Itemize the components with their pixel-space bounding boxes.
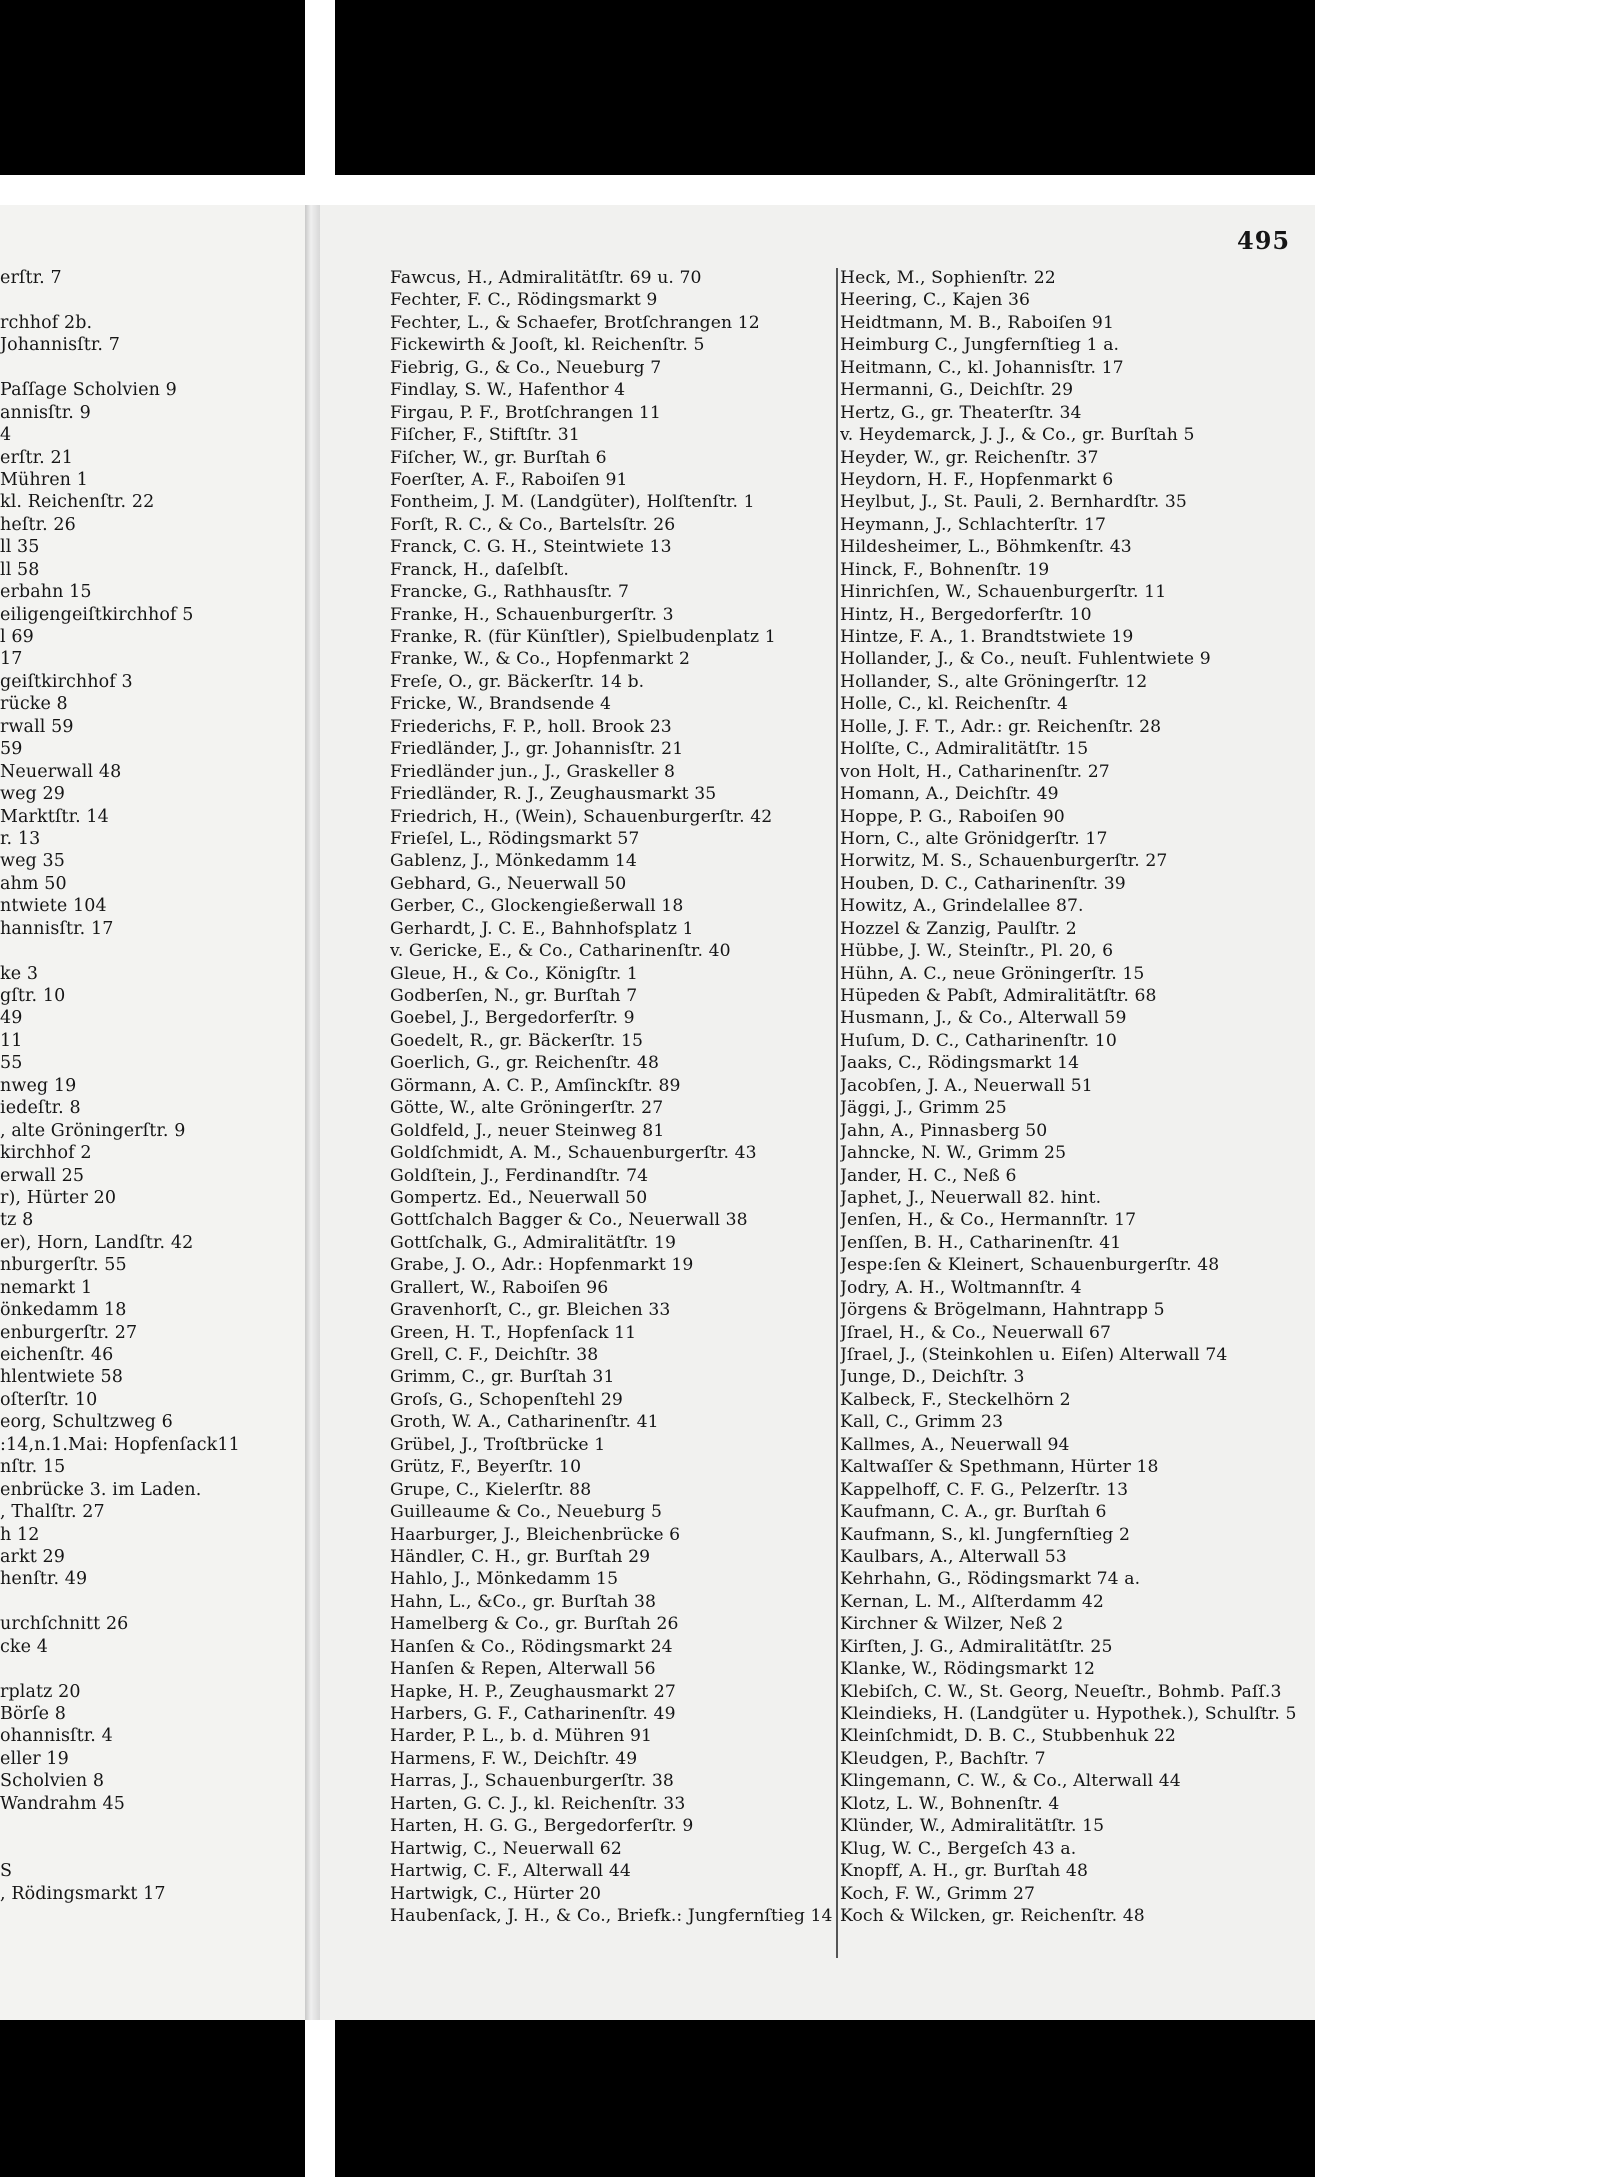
directory-entry: enbrücke 3. im Laden. <box>0 1479 202 1500</box>
directory-entry: Kleinſchmidt, D. B. C., Stubbenhuk 22 <box>840 1726 1176 1747</box>
directory-entry: nſtr. 15 <box>0 1457 66 1478</box>
directory-entry: Kappelhoff, C. F. G., Pelzerſtr. 13 <box>840 1479 1129 1500</box>
directory-entry: Homann, A., Deichſtr. 49 <box>840 784 1059 805</box>
directory-entry: Horn, C., alte Grönidgerſtr. 17 <box>840 828 1108 849</box>
directory-entry: nemarkt 1 <box>0 1277 93 1298</box>
directory-entry: hlentwiete 58 <box>0 1367 123 1388</box>
directory-entry: Heering, C., Kajen 36 <box>840 290 1031 311</box>
directory-entry: Forſt, R. C., & Co., Bartelsſtr. 26 <box>390 514 676 535</box>
directory-entry <box>0 1838 300 1860</box>
directory-entry: rplatz 20 <box>0 1681 81 1702</box>
directory-entry: Findlay, S. W., Hafenthor 4 <box>390 380 626 401</box>
book-gutter <box>305 205 320 2020</box>
directory-entry: Kirſten, J. G., Admiralitätſtr. 25 <box>840 1636 1113 1657</box>
directory-entry: Neuerwall 48 <box>0 761 122 782</box>
directory-entry: Howitz, A., Grindelallee 87. <box>840 896 1084 917</box>
directory-entry: Fricke, W., Brandsende 4 <box>390 694 612 715</box>
directory-entry: Goldſtein, J., Ferdinandſtr. 74 <box>390 1165 649 1186</box>
directory-entry: arkt 29 <box>0 1546 65 1567</box>
directory-entry: iedeſtr. 8 <box>0 1098 81 1119</box>
directory-entry: Fiſcher, F., Stiftſtr. 31 <box>390 425 580 446</box>
directory-entry: Franck, H., daſelbſt. <box>390 559 569 580</box>
directory-entry: weg 29 <box>0 784 65 805</box>
directory-entry: ahm 50 <box>0 873 67 894</box>
directory-entry: rwall 59 <box>0 716 74 737</box>
directory-entry: enburgerſtr. 27 <box>0 1322 138 1343</box>
directory-entry: Heydorn, H. F., Hopfenmarkt 6 <box>840 469 1114 490</box>
directory-entry: Goebel, J., Bergedorferſtr. 9 <box>390 1008 635 1029</box>
directory-entry: Grell, C. F., Deichſtr. 38 <box>390 1345 599 1365</box>
directory-entry: Jſrael, H., & Co., Neuerwall 67 <box>840 1322 1112 1343</box>
directory-entry: Klanke, W., Rödingsmarkt 12 <box>840 1659 1096 1680</box>
left-page-column <box>0 267 300 1905</box>
directory-entry: Hollander, S., alte Gröningerſtr. 12 <box>840 671 1148 692</box>
directory-entry: v. Heydemarck, J. J., & Co., gr. Burſtah 5 <box>840 425 1195 446</box>
directory-entry: Kaulbars, A., Alterwall 53 <box>840 1546 1067 1567</box>
directory-entry: Gerber, C., Glockengießerwall 18 <box>390 896 684 917</box>
directory-entry: Koch & Wilcken, gr. Reichenſtr. 48 <box>840 1905 1145 1926</box>
directory-entry: 59 <box>0 739 23 760</box>
directory-entry: ntwiete 104 <box>0 896 107 917</box>
directory-entry: Friedländer jun., J., Graskeller 8 <box>390 761 676 782</box>
directory-entry: oſterſtr. 10 <box>0 1389 98 1410</box>
directory-entry: urchſchnitt 26 <box>0 1614 129 1635</box>
directory-entry: heſtr. 26 <box>0 514 76 535</box>
directory-entry: Wandrahm 45 <box>0 1793 125 1814</box>
directory-entry: Jenſſen, B. H., Catharinenſtr. 41 <box>840 1232 1122 1253</box>
directory-entry: Foerſter, A. F., Raboiſen 91 <box>390 469 628 490</box>
directory-entry: Hertz, G., gr. Theaterſtr. 34 <box>840 402 1082 423</box>
directory-entry: Houben, D. C., Catharinenſtr. 39 <box>840 873 1126 894</box>
directory-entry: Heyder, W., gr. Reichenſtr. 37 <box>840 447 1099 468</box>
directory-entry: Kall, C., Grimm 23 <box>840 1412 1004 1433</box>
directory-entry: Horwitz, M. S., Schauenburgerſtr. 27 <box>840 851 1168 872</box>
directory-entry: r. 13 <box>0 828 41 849</box>
directory-entry: Harbers, G. F., Catharinenſtr. 49 <box>390 1704 676 1724</box>
directory-entry: Grimm, C., gr. Burſtah 31 <box>390 1367 615 1388</box>
directory-entry: Fontheim, J. M. (Landgüter), Holſtenſtr. 1 <box>390 492 755 513</box>
directory-entry: annisſtr. 9 <box>0 402 91 423</box>
directory-entry: erſtr. 21 <box>0 447 73 468</box>
directory-entry: 11 <box>0 1030 23 1051</box>
directory-entry: Haarburger, J., Bleichenbrücke 6 <box>390 1524 681 1545</box>
directory-entry: Groſs, G., Schopenſtehl 29 <box>390 1389 623 1410</box>
directory-entry: Hintze, F. A., 1. Brandtstwiete 19 <box>840 627 1134 647</box>
directory-entry: ll 35 <box>0 537 40 558</box>
directory-entry: Jespe:ſen & Kleinert, Schauenburgerſtr. 48 <box>840 1255 1220 1276</box>
directory-entry: Grübel, J., Troſtbrücke 1 <box>390 1434 606 1455</box>
directory-entry: Kleudgen, P., Bachſtr. 7 <box>840 1748 1046 1769</box>
directory-entry: Gottſchalk, G., Admiralitätſtr. 19 <box>390 1232 677 1253</box>
directory-entry: Hahlo, J., Mönkedamm 15 <box>390 1569 619 1590</box>
directory-entry: Hinrichſen, W., Schauenburgerſtr. 11 <box>840 582 1167 603</box>
directory-entry: Heymann, J., Schlachterſtr. 17 <box>840 514 1107 535</box>
directory-entry: Holle, C., kl. Reichenſtr. 4 <box>840 694 1068 715</box>
directory-entry: eorg, Schultzweg 6 <box>0 1412 173 1433</box>
directory-entry: Franck, C. G. H., Steintwiete 13 <box>390 537 672 558</box>
directory-entry: Heck, M., Sophienſtr. 22 <box>840 268 1056 288</box>
directory-entry: Görmann, A. C. P., Amſinckſtr. 89 <box>390 1075 681 1096</box>
directory-entry <box>0 289 300 311</box>
directory-entry: Grallert, W., Raboiſen 96 <box>390 1277 609 1298</box>
directory-entry: cke 4 <box>0 1636 48 1657</box>
directory-entry: Franke, H., Schauenburgerſtr. 3 <box>390 604 674 625</box>
directory-entry: Fawcus, H., Admiralitätſtr. 69 u. 70 <box>390 268 702 288</box>
directory-entry: Hapke, H. P., Zeughausmarkt 27 <box>390 1681 676 1702</box>
directory-entry: Jacobſen, J. A., Neuerwall 51 <box>840 1075 1093 1096</box>
directory-entry: Friedrich, H., (Wein), Schauenburgerſtr. 42 <box>390 806 773 827</box>
directory-entry: Harten, H. G. G., Bergedorferſtr. 9 <box>390 1816 694 1837</box>
directory-entry: nburgerſtr. 55 <box>0 1255 127 1276</box>
page-number: 495 <box>1237 226 1291 255</box>
directory-entry: 17 <box>0 649 23 670</box>
directory-entry: Holſte, C., Admiralitätſtr. 15 <box>840 739 1089 760</box>
directory-entry: Fechter, L., & Schaefer, Brotſchrangen 12 <box>390 312 760 333</box>
directory-entry: Klotz, L. W., Bohnenſtr. 4 <box>840 1793 1060 1814</box>
directory-entry: Gerhardt, J. C. E., Bahnhofsplatz 1 <box>390 918 694 939</box>
directory-entry: Hanſen & Co., Rödingsmarkt 24 <box>390 1636 673 1657</box>
directory-entry: Hartwig, C., Neuerwall 62 <box>390 1838 622 1859</box>
directory-entry: Hahn, L., &Co., gr. Burſtah 38 <box>390 1591 657 1612</box>
directory-entry: Harmens, F. W., Deichſtr. 49 <box>390 1748 638 1769</box>
directory-entry: Green, H. T., Hopfenſack 11 <box>390 1322 637 1343</box>
directory-entry: Hartwigk, C., Hürter 20 <box>390 1883 602 1904</box>
directory-entry: Frieſel, L., Rödingsmarkt 57 <box>390 828 640 849</box>
directory-entry: Götte, W., alte Gröningerſtr. 27 <box>390 1098 664 1119</box>
directory-entry: Marktſtr. 14 <box>0 806 109 827</box>
directory-entry: Goldfeld, J., neuer Steinweg 81 <box>390 1120 665 1141</box>
directory-entry: Hamelberg & Co., gr. Burſtah 26 <box>390 1614 679 1635</box>
directory-entry: Börſe 8 <box>0 1704 66 1724</box>
directory-entry <box>0 1815 300 1837</box>
directory-entry: v. Gericke, E., & Co., Catharinenſtr. 40 <box>390 941 731 962</box>
directory-entry: Huſum, D. C., Catharinenſtr. 10 <box>840 1030 1117 1051</box>
directory-entry: rchhof 2b. <box>0 312 93 333</box>
directory-entry: Hartwig, C. F., Alterwall 44 <box>390 1861 631 1882</box>
directory-entry: Junge, D., Deichſtr. 3 <box>840 1367 1025 1388</box>
directory-entry: Jodry, A. H., Woltmannſtr. 4 <box>840 1277 1082 1298</box>
directory-entry: weg 35 <box>0 851 65 872</box>
directory-entry: eller 19 <box>0 1748 69 1769</box>
directory-entry: Klebiſch, C. W., St. Georg, Neueſtr., Bohmb. Paſſ.3 <box>840 1681 1282 1702</box>
directory-entry: , alte Gröningerſtr. 9 <box>0 1120 186 1141</box>
directory-entry: Harten, G. C. J., kl. Reichenſtr. 33 <box>390 1793 686 1814</box>
directory-entry: Gompertz. Ed., Neuerwall 50 <box>390 1187 648 1208</box>
directory-entry: kirchhof 2 <box>0 1143 92 1164</box>
directory-entry: Firgau, P. F., Brotſchrangen 11 <box>390 402 661 423</box>
directory-entry <box>0 940 300 962</box>
directory-entry: Franke, R. (für Künſtler), Spielbudenplatz 1 <box>390 627 776 647</box>
directory-entry: Kalbeck, F., Steckelhörn 2 <box>840 1389 1071 1410</box>
directory-entry: Hüpeden & Pabſt, Admiralitätſtr. 68 <box>840 986 1157 1006</box>
directory-entry: Grupe, C., Kielerſtr. 88 <box>390 1479 592 1500</box>
directory-entry: Harras, J., Schauenburgerſtr. 38 <box>390 1771 674 1792</box>
directory-entry: eiligengeiſtkirchhof 5 <box>0 604 194 625</box>
directory-entry: Heidtmann, M. B., Raboiſen 91 <box>840 312 1114 333</box>
directory-entry: Kehrhahn, G., Rödingsmarkt 74 a. <box>840 1569 1141 1590</box>
directory-entry: Hinck, F., Bohnenſtr. 19 <box>840 559 1050 580</box>
directory-entry: 55 <box>0 1053 23 1074</box>
directory-entry: Jörgens & Brögelmann, Hahntrapp 5 <box>840 1300 1165 1321</box>
directory-entry: , Thalſtr. 27 <box>0 1502 105 1523</box>
directory-entry: Goldſchmidt, A. M., Schauenburgerſtr. 43 <box>390 1143 757 1164</box>
scan-margin-right-bottom <box>1315 2000 1600 2177</box>
directory-entry: Groth, W. A., Catharinenſtr. 41 <box>390 1412 659 1433</box>
directory-entry: Japhet, J., Neuerwall 82. hint. <box>840 1187 1102 1208</box>
directory-entry: Mühren 1 <box>0 469 88 490</box>
directory-entry: Hübbe, J. W., Steinſtr., Pl. 20, 6 <box>840 941 1114 962</box>
directory-entry: tz 8 <box>0 1210 34 1231</box>
directory-entry: Franke, W., & Co., Hopfenmarkt 2 <box>390 649 690 670</box>
directory-entry: Hozzel & Zanzig, Paulſtr. 2 <box>840 918 1077 939</box>
directory-entry: Jahncke, N. W., Grimm 25 <box>840 1143 1067 1164</box>
directory-entry: önkedamm 18 <box>0 1300 127 1321</box>
directory-entry: ke 3 <box>0 963 39 984</box>
directory-entry: Fiebrig, G., & Co., Neueburg 7 <box>390 357 662 378</box>
directory-entry: , Rödingsmarkt 17 <box>0 1883 166 1904</box>
directory-entry: Gravenhorſt, C., gr. Bleichen 33 <box>390 1300 671 1321</box>
directory-entry: Jander, H. C., Neß 6 <box>840 1165 1017 1186</box>
directory-entry: Hildesheimer, L., Böhmkenſtr. 43 <box>840 537 1132 558</box>
scan-margin-gap-top <box>305 0 335 175</box>
directory-entry: Knopff, A. H., gr. Burſtah 48 <box>840 1861 1089 1882</box>
directory-entry: Johannisſtr. 7 <box>0 335 120 356</box>
directory-entry: Kaltwaſſer & Spethmann, Hürter 18 <box>840 1457 1159 1478</box>
directory-entry: Godberſen, N., gr. Burſtah 7 <box>390 986 638 1006</box>
directory-entry: Goerlich, G., gr. Reichenſtr. 48 <box>390 1053 659 1074</box>
directory-entry: Kernan, L. M., Alſterdamm 42 <box>840 1591 1104 1612</box>
directory-entry: Grütz, F., Beyerſtr. 10 <box>390 1457 582 1478</box>
directory-entry: hannisſtr. 17 <box>0 918 114 939</box>
directory-entry: Klingemann, C. W., & Co., Alterwall 44 <box>840 1771 1181 1792</box>
directory-entry: Friedländer, R. J., Zeughausmarkt 35 <box>390 784 717 805</box>
directory-entry: Francke, G., Rathhausſtr. 7 <box>390 582 630 603</box>
directory-entry: erſtr. 7 <box>0 268 62 288</box>
directory-entry: Heylbut, J., St. Pauli, 2. Bernhardſtr. 35 <box>840 492 1187 513</box>
directory-entry: Husmann, J., & Co., Alterwall 59 <box>840 1008 1127 1029</box>
directory-entry: Fickewirth & Jooſt, kl. Reichenſtr. 5 <box>390 335 705 356</box>
directory-entry: r), Hürter 20 <box>0 1187 117 1208</box>
directory-entry: :14,n.1.Mai: Hopfenſack11 <box>0 1434 240 1455</box>
directory-entry: henſtr. 49 <box>0 1569 88 1590</box>
directory-entry: Jſrael, J., (Steinkohlen u. Eiſen) Alterwall 74 <box>840 1345 1228 1365</box>
directory-entry: Fechter, F. C., Rödingsmarkt 9 <box>390 290 658 311</box>
directory-entry: Kallmes, A., Neuerwall 94 <box>840 1434 1070 1455</box>
directory-entry: Klug, W. C., Bergeſch 43 a. <box>840 1838 1077 1859</box>
directory-entry: erbahn 15 <box>0 582 92 603</box>
directory-entry: Freſe, O., gr. Bäckerſtr. 14 b. <box>390 671 645 692</box>
directory-entry: Holle, J. F. T., Adr.: gr. Reichenſtr. 28 <box>840 716 1162 737</box>
directory-entry: ll 58 <box>0 559 40 580</box>
directory-entry: Klünder, W., Admiralitätſtr. 15 <box>840 1816 1105 1837</box>
directory-entry: rücke 8 <box>0 694 68 715</box>
directory-entry: Hermanni, G., Deichſtr. 29 <box>840 380 1074 401</box>
directory-entry: Heimburg C., Jungfernſtieg 1 a. <box>840 335 1120 356</box>
directory-entry: Hanſen & Repen, Alterwall 56 <box>390 1659 656 1680</box>
directory-entry: Kleindieks, H. (Landgüter u. Hypothek.), Schulſtr. 5 <box>840 1704 1297 1724</box>
directory-entry: l 69 <box>0 627 34 647</box>
directory-entry: erwall 25 <box>0 1165 85 1186</box>
directory-entry: Harder, P. L., b. d. Mühren 91 <box>390 1726 653 1747</box>
directory-entry: er), Horn, Landſtr. 42 <box>0 1232 194 1253</box>
directory-entry: Haubenſack, J. H., & Co., Briefk.: Jungfernſtieg 14 <box>390 1905 833 1926</box>
directory-entry: Hühn, A. C., neue Gröningerſtr. 15 <box>840 963 1145 984</box>
directory-entry: 4 <box>0 425 12 446</box>
directory-entry: h 12 <box>0 1524 40 1545</box>
directory-entry: Friederichs, F. P., holl. Brook 23 <box>390 716 672 737</box>
directory-entry: 49 <box>0 1008 23 1029</box>
directory-entry: Gleue, H., & Co., Königſtr. 1 <box>390 963 638 984</box>
scan-margin-gap-bottom <box>305 2010 335 2177</box>
directory-entry: Jahn, A., Pinnasberg 50 <box>840 1120 1048 1141</box>
directory-entry: Jenſen, H., & Co., Hermannſtr. 17 <box>840 1210 1137 1231</box>
directory-entry: kl. Reichenſtr. 22 <box>0 492 155 513</box>
directory-entry: nweg 19 <box>0 1075 77 1096</box>
directory-entry: Friedländer, J., gr. Johannisſtr. 21 <box>390 739 684 760</box>
scan-margin-right-top <box>1315 0 1600 205</box>
directory-entry: Hintz, H., Bergedorferſtr. 10 <box>840 604 1092 625</box>
directory-entry: Kaufmann, C. A., gr. Burſtah 6 <box>840 1502 1107 1523</box>
directory-entry: Heitmann, C., kl. Johannisſtr. 17 <box>840 357 1124 378</box>
directory-entry: gſtr. 10 <box>0 986 66 1006</box>
directory-entry: von Holt, H., Catharinenſtr. 27 <box>840 761 1110 782</box>
directory-column-left <box>390 267 840 1927</box>
directory-entry: Scholvien 8 <box>0 1771 105 1792</box>
directory-entry: Hoppe, P. G., Raboiſen 90 <box>840 806 1065 827</box>
directory-entry: Gebhard, G., Neuerwall 50 <box>390 873 627 894</box>
directory-entry <box>0 1591 300 1613</box>
directory-entry: Händler, C. H., gr. Burſtah 29 <box>390 1546 651 1567</box>
directory-entry: ohannisſtr. 4 <box>0 1726 113 1747</box>
directory-entry: Hollander, J., & Co., neuſt. Fuhlentwiete 9 <box>840 649 1211 670</box>
directory-entry: Kirchner & Wilzer, Neß 2 <box>840 1614 1064 1635</box>
directory-entry: Grabe, J. O., Adr.: Hopfenmarkt 19 <box>390 1255 694 1276</box>
directory-entry: Guilleaume & Co., Neueburg 5 <box>390 1502 663 1523</box>
directory-entry: Paſſage Scholvien 9 <box>0 380 177 401</box>
directory-entry: Koch, F. W., Grimm 27 <box>840 1883 1036 1904</box>
directory-entry: Jäggi, J., Grimm 25 <box>840 1098 1007 1119</box>
directory-entry: Kaufmann, S., kl. Jungfernſtieg 2 <box>840 1524 1131 1545</box>
directory-column-right <box>840 267 1310 1927</box>
directory-entry: Fiſcher, W., gr. Burſtah 6 <box>390 447 607 468</box>
directory-entry: Gottſchalch Bagger & Co., Neuerwall 38 <box>390 1210 748 1231</box>
directory-entry: Jaaks, C., Rödingsmarkt 14 <box>840 1053 1080 1074</box>
directory-entry: geiſtkirchhof 3 <box>0 671 133 692</box>
directory-entry <box>0 1658 300 1680</box>
directory-entry: S <box>0 1861 13 1882</box>
directory-entry: Goedelt, R., gr. Bäckerſtr. 15 <box>390 1030 644 1051</box>
directory-entry <box>0 357 300 379</box>
directory-entry: Gablenz, J., Mönkedamm 14 <box>390 851 637 872</box>
directory-entry: eichenſtr. 46 <box>0 1345 114 1365</box>
